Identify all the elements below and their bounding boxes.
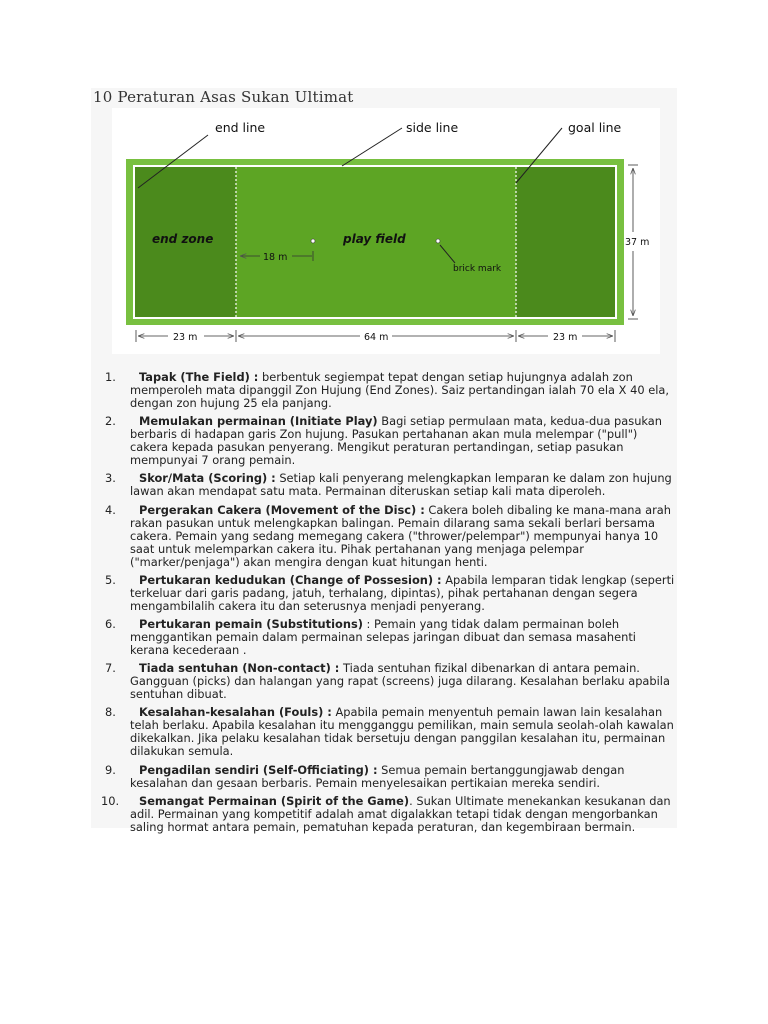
rule-number: 5. bbox=[105, 572, 116, 587]
goal-line-label: goal line bbox=[568, 120, 622, 135]
rule-text: . Sukan Ultimate menekankan kesukanan dan adil. Permainan yang kompetitif adalah amat digalakkan tetapi tidak dengan mengorbankan saling hormat antara pemain, pematuhan kepada peraturan, dan kegembiraan bermain. bbox=[130, 793, 671, 834]
rule-text: berbentuk segiempat tepat dengan setiap hujungnya adalah zon memperoleh mata dipanggil Zon Hujung (End Zones). Saiz pertandingan ialah 70 ela X 40 ela, dengan zon hujung 25 ela panjang. bbox=[130, 370, 669, 410]
rule-item bbox=[95, 472, 677, 498]
brick-mark-label: brick mark bbox=[453, 264, 502, 274]
rule-text: Semua pemain bertanggungjawab dengan kesalahan dan gesaan berbaris. Pemain menyelesaikan pertikaian mereka sendiri. bbox=[130, 762, 625, 790]
rule-text: Setiap kali penyerang melengkapkan lemparan ke dalam zon hujung lawan akan mendapat satu mata. Permainan diteruskan setiap kali mata diperoleh. bbox=[130, 471, 672, 499]
rule-number: 10. bbox=[101, 793, 120, 808]
rule-item bbox=[95, 574, 677, 613]
rule-number: 8. bbox=[105, 705, 116, 720]
rule-text: Tiada sentuhan fizikal dibenarkan di antara pemain. Gangguan (picks) dan halangan yang rapat (screens) juga dilarang. Kesalahan berlaku apabila sentuhan dibuat. bbox=[130, 661, 670, 702]
end-line-label: end line bbox=[215, 120, 266, 135]
rule-text: Cakera boleh dibaling ke mana-mana arah rakan pasukan untuk melengkapkan balingan. Pemain dilarang sama sekali berlari bersama cakera. Pemain yang sedang memegang cakera ("thrower/pelempar") mempunyai hanya 10 saat untuk melemparkan cakera itu. Pihak pertahanan yang menjaga pelempar ("marker/penjaga") akan mengira dengan kuat hitungan henti. bbox=[130, 502, 671, 569]
rule-item bbox=[95, 662, 677, 701]
rule-number: 9. bbox=[105, 762, 116, 777]
rule-number: 2. bbox=[105, 414, 116, 429]
rule-heading: Kesalahan-kesalahan (Fouls) : bbox=[139, 705, 332, 720]
rule-heading: Tapak (The Field) : bbox=[139, 370, 259, 384]
dim-23-right-label: 23 m bbox=[553, 332, 578, 343]
side-line-label: side line bbox=[406, 120, 459, 135]
rule-item bbox=[95, 706, 677, 758]
rule-item bbox=[95, 618, 677, 657]
rule-text: Apabila pemain menyentuh pemain lawan lain kesalahan telah berlaku. Apabila kesalahan itu mengganggu pemilikan, main semula seolah-olah kawalan dikekalkan. Jika pelaku kesalahan tidak bersetuju dengan panggilan kesalahan itu, permainan dilakukan semula. bbox=[130, 705, 674, 759]
rule-heading: Pengadilan sendiri (Self-Officiating) : bbox=[139, 762, 378, 777]
rule-item bbox=[95, 795, 677, 834]
rule-number: 3. bbox=[105, 471, 116, 486]
play-field-label: play field bbox=[343, 232, 406, 246]
rule-text: : Pemain yang tidak dalam permainan boleh menggantikan pemain dalam permainan selepas jaringan dibuat dan semasa masahenti kerana kecederaan . bbox=[130, 616, 636, 657]
rules-list bbox=[95, 371, 677, 839]
right-end-zone bbox=[516, 167, 615, 317]
dim-37-label: 37 m bbox=[625, 237, 650, 248]
rule-item bbox=[95, 504, 677, 569]
brick-mark-left bbox=[311, 239, 315, 243]
brick-mark-right bbox=[436, 239, 440, 243]
rule-number: 1. bbox=[105, 370, 116, 384]
rule-heading: Pertukaran kedudukan (Change of Possesion) : bbox=[139, 572, 442, 587]
field-diagram bbox=[112, 108, 660, 354]
rule-item bbox=[95, 415, 677, 467]
dim-64-label: 64 m bbox=[364, 332, 389, 343]
rule-item bbox=[95, 764, 677, 790]
page-title: 10 Peraturan Asas Sukan Ultimat bbox=[93, 88, 354, 106]
rule-heading: Pertukaran pemain (Substitutions) bbox=[139, 616, 363, 631]
dim-23-left-label: 23 m bbox=[173, 332, 198, 343]
rule-number: 7. bbox=[105, 661, 116, 676]
rule-item bbox=[95, 371, 677, 410]
rule-text: Bagi setiap permulaan mata, kedua-dua pasukan berbaris di hadapan garis Zon hujung. Pasukan pertahanan akan mula melempar ("pull") cakera kepada pasukan penyerang. Mengikut peraturan pertandingan, setiap pasukan mempunyai 7 orang pemain. bbox=[130, 414, 663, 468]
dim-18-label: 18 m bbox=[263, 252, 288, 263]
rule-heading: Semangat Permainan (Spirit of the Game) bbox=[139, 793, 410, 808]
field-diagram-svg bbox=[112, 108, 660, 354]
rule-text: Apabila lemparan tidak lengkap (seperti terkeluar dari garis padang, jatuh, terhalang, dipintas), pihak pertahanan dengan segera mengambilalih cakera itu dan seterusnya menjadi penyerang. bbox=[130, 572, 675, 613]
rule-number: 6. bbox=[105, 616, 116, 631]
rule-heading: Skor/Mata (Scoring) : bbox=[139, 471, 276, 486]
end-zone-label: end zone bbox=[152, 232, 214, 246]
rule-heading: Memulakan permainan (Initiate Play) bbox=[139, 414, 378, 429]
rule-heading: Pergerakan Cakera (Movement of the Disc) : bbox=[139, 502, 425, 517]
rule-number: 4. bbox=[105, 502, 116, 517]
rule-heading: Tiada sentuhan (Non-contact) : bbox=[139, 661, 340, 676]
